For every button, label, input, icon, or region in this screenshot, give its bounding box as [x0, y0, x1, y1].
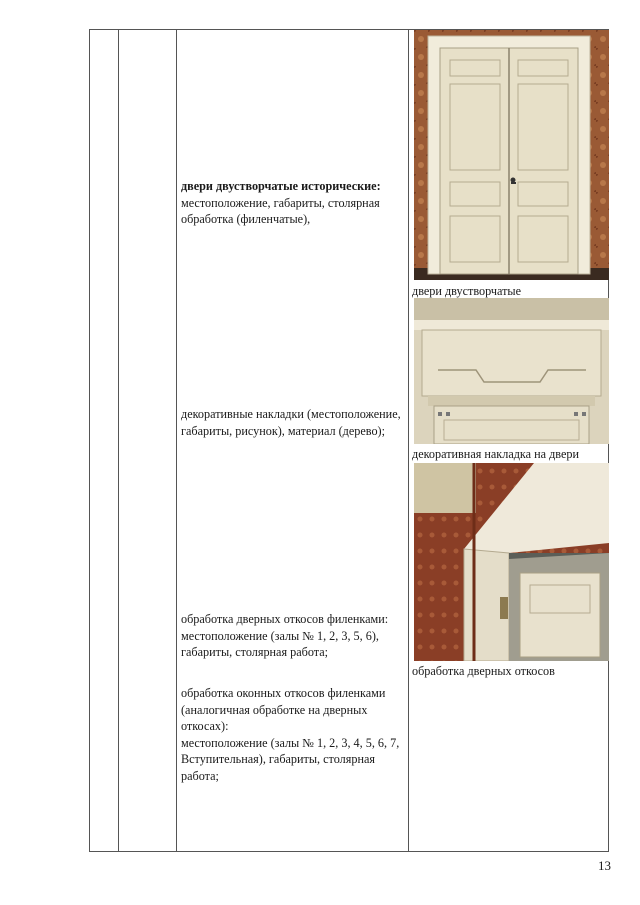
row-2-description: декоративные накладки (местоположение, габариты, рисунок), материал (дерево); [181, 407, 401, 438]
column-divider-1 [118, 29, 119, 852]
row-1-description [181, 178, 406, 228]
page-number: 13 [598, 858, 611, 873]
caption-double-door: двери двустворчатые [412, 284, 522, 298]
column-divider-2 [176, 29, 177, 852]
row-4-text-line-1: обработка оконных откосов филенками (аналогичная обработке на дверных откосах): [181, 686, 386, 733]
caption-door-overlay: декоративная накладка на двери [412, 447, 580, 461]
double-door-photo [414, 30, 609, 280]
row-3-description: обработка дверных откосов филенками: местоположение (залы № 1, 2, 3, 5, 6), габариты, столярная работа; [181, 612, 389, 659]
row-1-text: местоположение, габариты, столярная обработка (филенчатые), [181, 195, 380, 226]
column-divider-3 [408, 29, 409, 852]
row-4-text-line-2: местоположение (залы № 1, 2, 3, 4, 5, 6, 7, Вступительная), габариты, столярная работа; [181, 735, 400, 783]
door-reveal-photo [414, 463, 609, 661]
door-overlay-photo [414, 298, 609, 444]
row-4-description [181, 685, 406, 784]
row-1-heading: двери двустворчатые исторические: [181, 179, 381, 193]
caption-door-reveal: обработка дверных откосов [412, 664, 555, 678]
